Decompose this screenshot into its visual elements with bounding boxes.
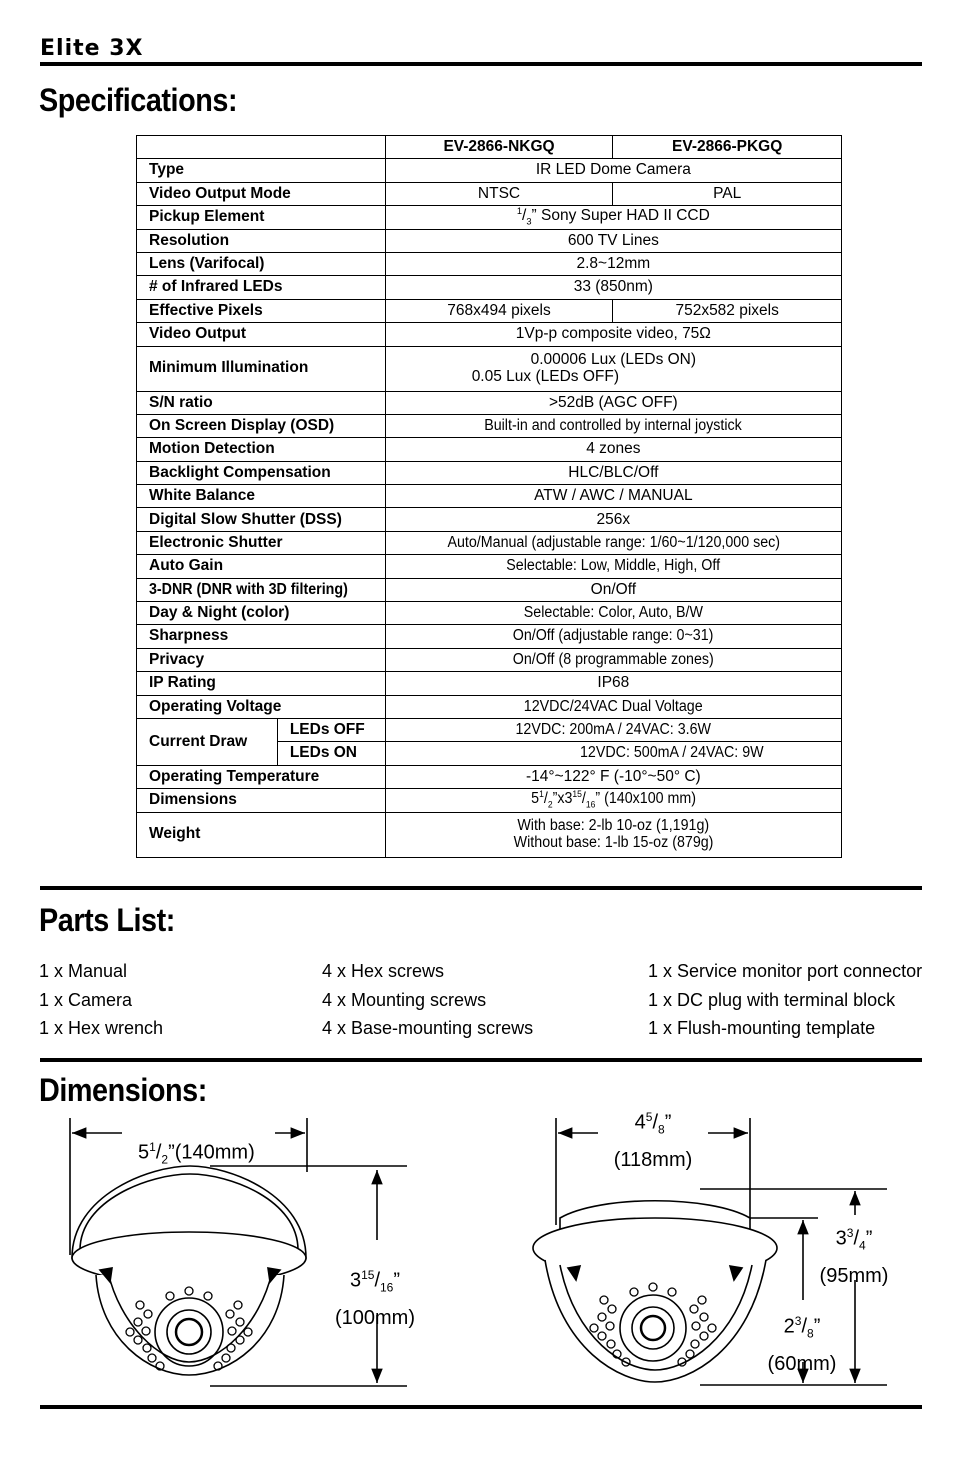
list-item: 1 x Camera — [39, 989, 133, 1010]
row-label: # of Infrared LEDs — [137, 276, 386, 299]
table-row — [137, 578, 842, 601]
table-row — [137, 485, 842, 508]
row-value-pkgq: 752x582 pixels — [613, 299, 842, 322]
row-label: Operating Voltage — [137, 695, 386, 718]
row-value: Selectable: Color, Auto, B/W — [385, 602, 841, 625]
table-row — [137, 812, 842, 857]
width-label-right: $4^5/_8$” (118mm) — [613, 1110, 693, 1171]
table-row — [137, 508, 842, 531]
row-value: 2.8~12mm — [385, 252, 841, 275]
row-value: IP68 — [385, 672, 841, 695]
table-row — [137, 461, 842, 484]
row-label: Video Output Mode — [137, 182, 386, 205]
row-value: 12VDC: 200mA / 24VAC: 3.6W — [385, 718, 841, 741]
row-label: Resolution — [137, 229, 386, 252]
row-label: Effective Pixels — [137, 299, 386, 322]
table-row — [137, 182, 842, 205]
row-value: 256x — [385, 508, 841, 531]
section-rule — [40, 886, 922, 890]
table-row — [137, 555, 842, 578]
brand-logo: Elite 3X — [40, 36, 144, 61]
row-label: Lens (Varifocal) — [137, 252, 386, 275]
list-item: 4 x Base-mounting screws — [322, 1018, 534, 1038]
table-row — [137, 159, 842, 182]
row-value: 12VDC: 500mA / 24VAC: 9W — [385, 742, 841, 765]
model-header-nkgq: EV-2866-NKGQ — [385, 136, 613, 159]
row-label: 3-DNR (DNR with 3D filtering) — [137, 578, 386, 601]
row-value: 1Vp-p composite video, 75Ω — [385, 323, 841, 346]
parts-column-2 — [322, 957, 533, 1043]
row-label: IP Rating — [137, 672, 386, 695]
row-label: Operating Temperature — [137, 765, 386, 788]
row-label: Digital Slow Shutter (DSS) — [137, 508, 386, 531]
height-label-left: $3^{15}/_{16}$” (100mm) — [334, 1268, 415, 1329]
row-value: On/Off — [385, 578, 841, 601]
spec-table — [136, 135, 842, 858]
row-value: 0.00006 Lux (LEDs ON) 0.05 Lux (LEDs OFF) — [385, 346, 841, 391]
row-value: 33 (850nm) — [385, 276, 841, 299]
table-row — [137, 276, 842, 299]
row-label: Pickup Element — [137, 206, 386, 229]
row-label: Motion Detection — [137, 438, 386, 461]
row-value: $5^1/_2”x3^{15}/_{16}$” (140x100 mm) — [385, 789, 841, 812]
table-row — [137, 789, 842, 812]
table-row — [137, 391, 842, 414]
row-label: Privacy — [137, 648, 386, 671]
row-label: Current Draw — [137, 718, 278, 765]
table-row — [137, 229, 842, 252]
list-item: 1 x Flush-mounting template — [648, 1018, 876, 1038]
table-row — [137, 438, 842, 461]
table-row — [137, 718, 842, 741]
table-row — [137, 206, 842, 229]
list-item: 1 x Manual — [39, 961, 128, 981]
row-value: 12VDC/24VAC Dual Voltage — [385, 695, 841, 718]
table-row — [137, 323, 842, 346]
header-empty-cell — [137, 136, 386, 159]
footer-rule — [40, 1405, 922, 1409]
row-value: HLC/BLC/Off — [385, 461, 841, 484]
table-row — [137, 252, 842, 275]
row-label: Auto Gain — [137, 555, 386, 578]
height-total-label-right: $3^3/_4$” (95mm) — [819, 1226, 889, 1287]
parts-list-heading: Parts List: — [39, 902, 175, 938]
row-label: Sharpness — [137, 625, 386, 648]
height-dome-label-right: $2^3/_8$” (60mm) — [767, 1314, 837, 1375]
row-value: >52dB (AGC OFF) — [385, 391, 841, 414]
row-value-nkgq: 768x494 pixels — [385, 299, 613, 322]
row-label: S/N ratio — [137, 391, 386, 414]
row-label: Weight — [137, 812, 386, 857]
list-item: 1 x DC plug with terminal block — [648, 989, 896, 1010]
row-label: Dimensions — [137, 789, 386, 812]
row-value: With base: 2-lb 10-oz (1,191g) Without base: 1-lb 15-oz (879g) — [385, 812, 841, 857]
row-value-nkgq: NTSC — [385, 182, 613, 205]
row-value: Built-in and controlled by internal joystick — [385, 414, 841, 437]
section-rule — [40, 1058, 922, 1062]
row-value: ATW / AWC / MANUAL — [385, 485, 841, 508]
table-row — [137, 672, 842, 695]
parts-column-1 — [39, 957, 163, 1043]
sub-label-leds-on: LEDs ON — [277, 742, 385, 765]
row-value-pkgq: PAL — [613, 182, 842, 205]
row-label: Type — [137, 159, 386, 182]
row-label: Day & Night (color) — [137, 602, 386, 625]
list-item: 1 x Hex wrench — [39, 1018, 164, 1038]
table-row — [137, 299, 842, 322]
table-row — [137, 136, 842, 159]
row-label: On Screen Display (OSD) — [137, 414, 386, 437]
table-row — [137, 602, 842, 625]
table-row — [137, 625, 842, 648]
list-item: 4 x Hex screws — [322, 961, 445, 981]
table-row — [137, 346, 842, 391]
row-value: On/Off (8 programmable zones) — [385, 648, 841, 671]
row-label: Minimum Illumination — [137, 346, 386, 391]
row-label: Backlight Compensation — [137, 461, 386, 484]
list-item: 1 x Service monitor port connector — [648, 961, 923, 981]
specifications-heading: Specifications: — [39, 82, 238, 118]
row-value: IR LED Dome Camera — [385, 159, 841, 182]
row-label: Video Output — [137, 323, 386, 346]
table-row — [137, 414, 842, 437]
row-label: White Balance — [137, 485, 386, 508]
list-item: 4 x Mounting screws — [322, 989, 487, 1010]
width-label-left: $5^1/_2”(140mm)$ — [138, 1140, 255, 1167]
row-value: -14°~122° F (-10°~50° C) — [385, 765, 841, 788]
row-value: 4 zones — [385, 438, 841, 461]
row-value: Selectable: Low, Middle, High, Off — [385, 555, 841, 578]
table-row — [137, 531, 842, 554]
model-header-pkgq: EV-2866-PKGQ — [613, 136, 842, 159]
header-rule — [40, 62, 922, 66]
row-label: Electronic Shutter — [137, 531, 386, 554]
row-value: $^1/_3$” Sony Super HAD II CCD — [385, 206, 841, 229]
dimensions-heading: Dimensions: — [39, 1072, 207, 1108]
parts-column-3 — [648, 957, 922, 1043]
table-row — [137, 765, 842, 788]
table-row — [137, 648, 842, 671]
row-value: 600 TV Lines — [385, 229, 841, 252]
row-value: On/Off (adjustable range: 0~31) — [385, 625, 841, 648]
row-value: Auto/Manual (adjustable range: 1/60~1/120,000 sec) — [385, 531, 841, 554]
table-row — [137, 695, 842, 718]
sub-label-leds-off: LEDs OFF — [277, 718, 385, 741]
